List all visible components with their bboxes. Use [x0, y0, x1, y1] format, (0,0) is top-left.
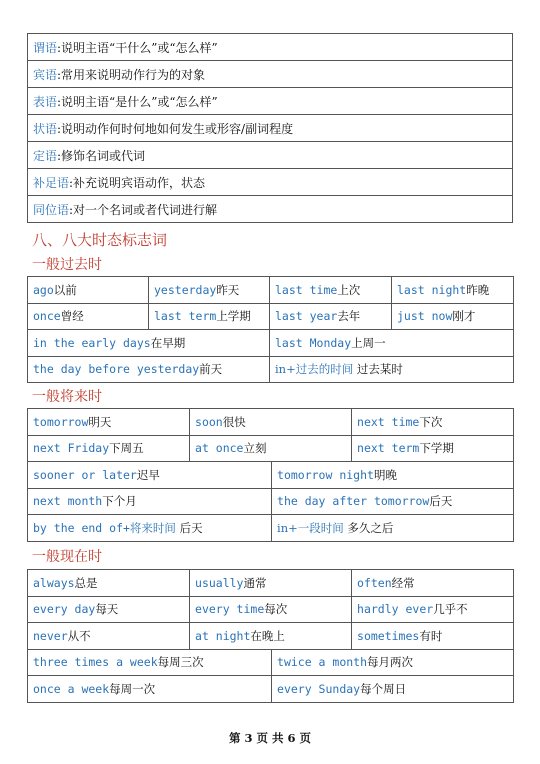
table-row	[28, 303, 514, 330]
phrase-zh: 上周一	[351, 335, 386, 350]
table-cell	[352, 409, 514, 436]
grammar-desc: :说明动作何时何地如何发生或形容/副词程度	[57, 121, 294, 136]
phrase-zh: 去年	[337, 309, 361, 324]
table-cell	[28, 649, 272, 676]
phrase-zh: 每天	[95, 602, 119, 617]
phrase-zh: 在早期	[150, 335, 186, 350]
future-tense-title: 一般将来时	[32, 389, 102, 405]
grammar-desc: :对一个名词或者代词进行解	[69, 202, 218, 217]
phrase-en: soon	[195, 414, 223, 429]
phrase-en: every Sunday	[277, 681, 361, 696]
phrase-en: never	[33, 628, 68, 643]
table-cell	[272, 515, 514, 542]
table-row	[28, 623, 514, 650]
grammar-desc: :说明主语“是什么”或“怎么样”	[57, 94, 218, 109]
phrase-en: usually	[195, 575, 244, 590]
table-cell	[392, 277, 514, 304]
table-cell	[272, 676, 514, 703]
phrase-zh: 每次	[264, 602, 288, 617]
table-row	[28, 196, 513, 223]
phrase-zh: 每周一次	[109, 681, 156, 696]
phrase-en: ago	[33, 282, 54, 297]
phrase-zh: 后天	[175, 520, 203, 535]
phrase-zh: 下学期	[419, 441, 454, 456]
phrase-zh: 刚才	[452, 309, 476, 324]
table-cell	[28, 462, 272, 489]
grammar-cell	[28, 142, 513, 169]
table-cell	[28, 303, 149, 330]
table-cell	[272, 649, 514, 676]
table-row	[28, 409, 514, 436]
phrase-en: every day	[33, 602, 96, 617]
table-cell	[28, 515, 272, 542]
phrase-en: in+过去的时间	[275, 362, 354, 377]
grammar-cell	[28, 115, 513, 142]
phrase-zh: 经常	[391, 575, 415, 590]
table-cell	[149, 303, 270, 330]
table-cell	[270, 330, 514, 357]
phrase-en: last time	[275, 282, 338, 297]
phrase-zh: 很快	[222, 414, 246, 429]
phrase-zh: 立刻	[243, 441, 267, 456]
phrase-en: often	[357, 575, 392, 590]
grammar-term: 状语	[33, 121, 58, 136]
section-title: 八、八大时态标志词	[32, 231, 168, 249]
grammar-desc: :补充说明宾语动作，状态	[69, 175, 206, 190]
table-row	[28, 142, 513, 169]
phrase-en: next time	[357, 414, 420, 429]
grammar-cell	[28, 34, 513, 61]
grammar-term: 表语	[33, 94, 58, 109]
table-cell	[28, 676, 272, 703]
phrase-zh: 多久之后	[343, 520, 394, 535]
table-cell	[272, 462, 514, 489]
table-cell	[352, 435, 514, 462]
grammar-cell	[28, 88, 513, 115]
phrase-zh: 过去某时	[353, 362, 403, 377]
table-cell	[28, 488, 272, 515]
grammar-term: 同位语	[33, 202, 70, 217]
phrase-en: twice a month	[277, 655, 368, 670]
table-cell	[28, 623, 190, 650]
past-tense-title: 一般过去时	[32, 257, 102, 273]
phrase-en: next term	[357, 441, 420, 456]
phrase-zh: 上次	[337, 282, 361, 297]
table-cell	[190, 623, 352, 650]
grammar-term: 宾语	[33, 67, 58, 82]
phrase-en: three times a week	[33, 655, 158, 670]
table-cell	[270, 303, 392, 330]
table-row	[28, 649, 514, 676]
page-number: 第 3 页 共 6 页	[228, 731, 312, 745]
grammar-desc: :修饰名词或代词	[57, 148, 146, 163]
table-cell	[190, 409, 352, 436]
table-cell	[270, 277, 392, 304]
table-row	[28, 596, 514, 623]
table-cell	[28, 409, 190, 436]
table-row	[28, 61, 513, 88]
table-row	[28, 169, 513, 196]
table-cell	[28, 356, 270, 383]
grammar-term: 谓语	[33, 40, 58, 55]
phrase-en: once a week	[33, 681, 110, 696]
phrase-en: last year	[275, 309, 338, 324]
table-cell	[28, 570, 190, 597]
phrase-en: at once	[195, 441, 244, 456]
grammar-cell	[28, 196, 513, 223]
phrase-zh: 从不	[67, 628, 91, 643]
phrase-zh: 下个月	[102, 494, 137, 509]
table-cell	[28, 435, 190, 462]
phrase-zh: 以前	[53, 282, 77, 297]
phrase-en: last term	[154, 309, 217, 324]
phrase-zh: 几乎不	[433, 602, 468, 617]
table-cell	[270, 356, 514, 383]
table-row	[28, 277, 514, 304]
grammar-table	[27, 33, 513, 223]
grammar-cell	[28, 169, 513, 196]
phrase-zh: 在晚上	[250, 628, 285, 643]
table-row	[28, 676, 514, 703]
present-tense-table	[27, 569, 514, 703]
phrase-en: always	[33, 575, 75, 590]
table-cell	[190, 596, 352, 623]
phrase-zh: 有时	[419, 628, 443, 643]
table-row	[28, 88, 513, 115]
phrase-en: just now	[397, 309, 453, 324]
phrase-en: sooner or later	[33, 467, 137, 482]
phrase-en: hardly ever	[357, 602, 434, 617]
phrase-en: the day before yesterday	[33, 362, 200, 377]
table-row	[28, 488, 514, 515]
table-cell	[352, 623, 514, 650]
grammar-term: 定语	[33, 148, 58, 163]
table-cell	[190, 435, 352, 462]
phrase-en: in+一段时间	[277, 520, 344, 535]
grammar-desc: :说明主语“干什么”或“怎么样”	[57, 40, 218, 55]
phrase-zh: 昨晚	[466, 282, 490, 297]
future-tense-table	[27, 408, 514, 542]
phrase-en: tomorrow night	[277, 467, 374, 482]
table-cell	[190, 570, 352, 597]
table-row	[28, 356, 514, 383]
phrase-zh: 迟早	[136, 467, 160, 482]
grammar-cell	[28, 61, 513, 88]
table-row	[28, 115, 513, 142]
phrase-en: tomorrow	[33, 414, 89, 429]
phrase-zh: 下周五	[109, 441, 144, 456]
table-cell	[352, 596, 514, 623]
phrase-en: every time	[195, 602, 265, 617]
phrase-zh: 前天	[199, 362, 223, 377]
table-cell	[28, 596, 190, 623]
phrase-zh: 后天	[429, 494, 453, 509]
table-cell	[149, 277, 270, 304]
table-row	[28, 462, 514, 489]
phrase-en: the day after tomorrow	[277, 494, 430, 509]
phrase-en: sometimes	[357, 628, 420, 643]
phrase-zh: 昨天	[216, 282, 240, 297]
phrase-zh: 曾经	[60, 309, 84, 324]
table-row	[28, 570, 514, 597]
phrase-zh: 上学期	[216, 309, 251, 324]
phrase-en: next Friday	[33, 441, 110, 456]
table-cell	[352, 570, 514, 597]
present-tense-title: 一般现在时	[32, 549, 102, 565]
phrase-zh: 明天	[88, 414, 112, 429]
table-cell	[272, 488, 514, 515]
grammar-desc: :常用来说明动作行为的对象	[57, 67, 206, 82]
phrase-zh: 下次	[419, 414, 443, 429]
phrase-en: last Monday	[275, 335, 352, 350]
phrase-en: in the early days	[33, 335, 151, 350]
table-row	[28, 330, 514, 357]
phrase-en: last night	[397, 282, 467, 297]
table-cell	[28, 330, 270, 357]
table-row	[28, 515, 514, 542]
phrase-zh: 每周三次	[157, 655, 204, 670]
phrase-en: yesterday	[154, 282, 217, 297]
past-tense-table	[27, 276, 514, 383]
table-cell	[392, 303, 514, 330]
table-cell	[28, 277, 149, 304]
phrase-zh: 每个周日	[360, 681, 407, 696]
table-row	[28, 435, 514, 462]
phrase-zh: 总是	[74, 575, 98, 590]
phrase-en: next month	[33, 494, 103, 509]
phrase-en: once	[33, 309, 61, 324]
phrase-en: by the end of+将来时间	[33, 520, 176, 535]
phrase-en: at night	[195, 628, 251, 643]
phrase-zh: 通常	[243, 575, 267, 590]
grammar-term: 补足语	[33, 175, 70, 190]
table-row	[28, 34, 513, 61]
phrase-zh: 每月两次	[367, 655, 414, 670]
phrase-zh: 明晚	[373, 467, 397, 482]
